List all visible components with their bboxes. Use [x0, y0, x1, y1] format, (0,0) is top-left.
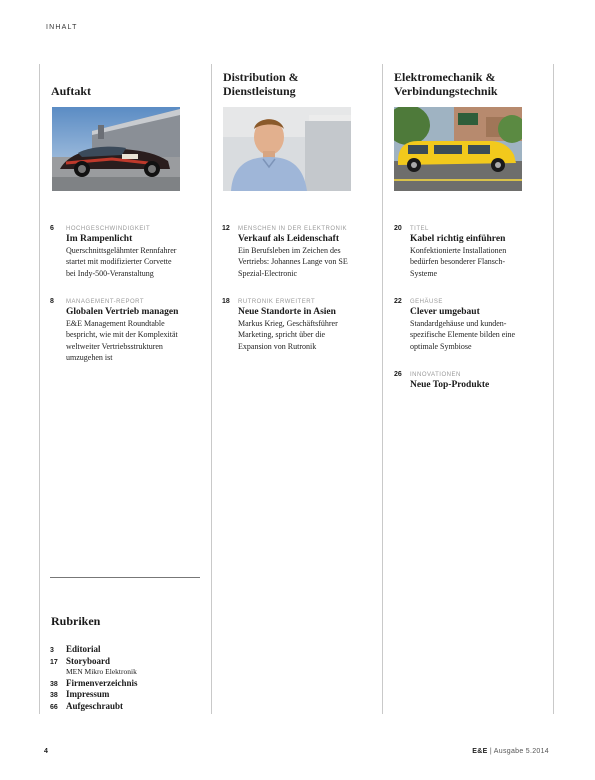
teaser-line: bei Indy-500-Veranstaltung [66, 268, 154, 278]
entry-title[interactable]: Neue Standorte in Asien [238, 307, 336, 317]
footer-separator: | [489, 748, 494, 755]
entry-teaser [410, 245, 542, 279]
issue-label: Ausgabe 5.2014 [493, 748, 549, 755]
entry-title[interactable]: Globalen Vertrieb managen [66, 307, 179, 317]
heading-line: Dienstleistung [223, 84, 296, 98]
teaser-line: Systeme [410, 268, 438, 278]
section-label: INHALT [46, 24, 78, 31]
teaser-line: Vertriebs: Johannes Lange von SE [238, 257, 348, 267]
column-divider [39, 64, 40, 714]
teaser-line: Expansion von Rutronik [238, 341, 317, 351]
toc-entry[interactable] [222, 298, 370, 352]
page-number: 20 [394, 225, 402, 232]
rubriken-item[interactable] [50, 644, 210, 656]
rubriken-title[interactable]: Firmenverzeichnis [66, 677, 138, 688]
heading-line: Elektromechanik & [394, 70, 496, 84]
page-number: 3 [50, 647, 54, 654]
teaser-line: weltweiter Vertriebsstrukturen [66, 341, 163, 351]
column-heading-distribution [223, 70, 299, 98]
page-number: 18 [222, 298, 230, 305]
rubriken-title[interactable]: Editorial [66, 644, 101, 654]
entry-title[interactable]: Verkauf als Leidenschaft [238, 234, 339, 244]
teaser-line: optimale Symbiose [410, 341, 472, 351]
rubric-label: RUTRONIK ERWEITERT [238, 299, 316, 305]
rubriken-item[interactable] [50, 656, 210, 668]
page-number: 66 [50, 703, 58, 711]
rubriken-heading: Rubriken [51, 614, 101, 628]
toc-entry[interactable] [50, 298, 198, 363]
rubric-label: GEHÄUSE [410, 299, 443, 305]
rubric-label: MENSCHEN IN DER ELEKTRONIK [238, 226, 348, 232]
page-number: 12 [222, 225, 230, 232]
column-heading-elektromechanik [394, 70, 498, 98]
rubriken-title[interactable]: Storyboard [66, 655, 111, 666]
entry-title[interactable]: Neue Top-Produkte [410, 380, 490, 390]
teaser-line: Marketing, spricht über die [238, 330, 326, 340]
rubric-label: TITEL [410, 226, 429, 232]
column-divider [553, 64, 554, 714]
rubric-label: MANAGEMENT-REPORT [66, 299, 145, 305]
teaser-line: spezifische Elemente bilden eine [410, 330, 516, 340]
teaser-line: bespricht, wie mit der Komplexität [66, 330, 178, 340]
race-car-photo [52, 107, 180, 191]
teaser-line: Standardgehäuse und kunden- [410, 319, 507, 328]
page-number: 6 [50, 225, 54, 232]
teaser-line: umzugehen ist [66, 352, 113, 362]
heading-line: Auftakt [51, 84, 92, 98]
page-number: 22 [394, 298, 402, 305]
rubriken-title[interactable]: Impressum [66, 689, 110, 699]
magazine-name: E&E [472, 748, 488, 755]
rubriken-list [50, 644, 210, 712]
teaser-line: Ein Berufsleben im Zeichen des [238, 246, 341, 255]
page-number: 8 [50, 298, 54, 305]
footer-magazine-info [472, 748, 549, 755]
entry-title[interactable]: Kabel richtig einführen [410, 234, 506, 244]
teaser-line: Markus Krieg, Geschäftsführer [238, 319, 338, 328]
rubriken-subtitle: MEN Mikro Elektronik [66, 667, 137, 676]
column-divider [211, 64, 212, 714]
rubriken-item[interactable] [50, 678, 210, 690]
heading-line: Verbindungstechnik [394, 84, 498, 98]
column-divider [382, 64, 383, 714]
heading-line: Distribution & [223, 70, 299, 84]
entry-title[interactable]: Im Rampenlicht [66, 234, 133, 244]
rubric-label: HOCHGESCHWINDIGKEIT [66, 226, 151, 232]
rubric-label: INNOVATIONEN [410, 372, 461, 378]
page-number: 38 [50, 692, 58, 699]
page-number: 26 [394, 371, 402, 378]
rubriken-item[interactable] [50, 689, 210, 701]
page-number: 17 [50, 658, 58, 666]
toc-entry[interactable] [222, 225, 370, 279]
teaser-line: E&E Management Roundtable [66, 319, 165, 328]
entry-teaser [238, 318, 370, 352]
column-heading-auftakt [51, 70, 91, 98]
rubriken-item[interactable] [50, 701, 210, 713]
entry-teaser [238, 245, 370, 279]
entry-teaser [66, 245, 198, 279]
teaser-line: bedürfen besonderer Flansch- [410, 257, 506, 267]
folio-page-number: 4 [44, 748, 48, 755]
section-rule [50, 577, 200, 578]
teaser-line: startet mit modifizierter Corvette [66, 257, 172, 267]
yellow-limousine-photo [394, 107, 522, 191]
man-at-computer-photo [223, 107, 351, 191]
toc-entry[interactable] [394, 371, 542, 391]
toc-entry[interactable] [394, 225, 542, 279]
toc-entry[interactable] [50, 225, 198, 279]
page-number: 38 [50, 680, 58, 688]
rubriken-title[interactable]: Aufgeschraubt [66, 700, 124, 711]
entry-title[interactable]: Clever umgebaut [410, 307, 480, 317]
teaser-line: Konfektionierte Installationen [410, 246, 507, 255]
toc-entry[interactable] [394, 298, 542, 352]
entry-teaser [66, 318, 198, 363]
teaser-line: Querschnittsgelähmter Rennfahrer [66, 246, 177, 255]
heading-line [51, 70, 91, 84]
entry-teaser [410, 318, 542, 352]
teaser-line: Spezial-Electronic [238, 268, 298, 278]
